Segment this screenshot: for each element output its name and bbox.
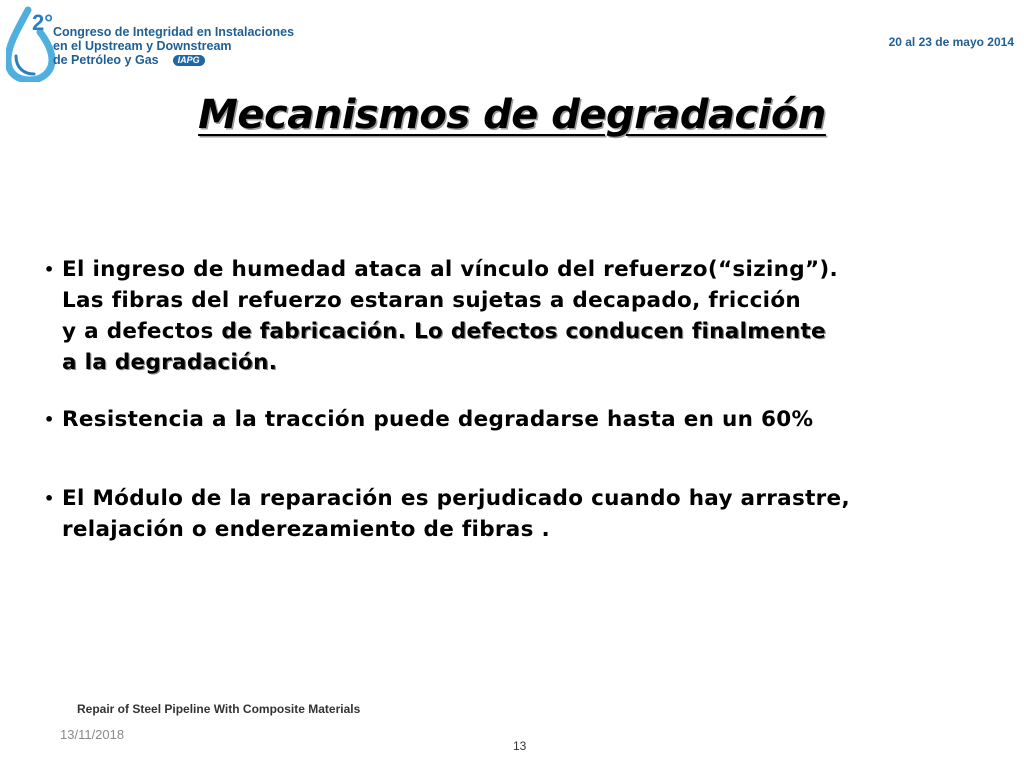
bullet-moisture [44,254,1004,378]
page-number: 13 [513,739,527,753]
bullet-tensile [44,404,1004,435]
footer-reference: Repair of Steel Pipeline With Composite Materials [77,702,361,716]
bullet-text-line: y a defectos de fabricación. Lo defectos conducen finalmente [62,319,826,344]
slide-title: Mecanismos de degradación [198,92,826,138]
footer-date: 13/11/2018 [60,727,125,742]
event-date: 20 al 23 de mayo 2014 [888,35,1014,49]
logo-number: 2° [32,10,54,35]
congress-name [53,25,294,67]
bullet-text-line: • Resistencia a la tracción puede degradarse hasta en un 60% [62,407,814,432]
congress-line-1: Congreso de Integridad en Instalaciones [53,25,295,39]
bullet-modulus [44,483,1004,545]
bullet-text-line: a la degradación. [62,350,278,375]
bullet-text-line: Las fibras del refuerzo estaran sujetas a decapado, fricción [62,288,802,313]
bullet-text-line: relajación o enderezamiento de fibras . [62,517,550,542]
bullet-text-line: • El Módulo de la reparación es perjudicado cuando hay arrastre, [62,486,850,511]
congress-line-3: de Petróleo y Gas IAPG [53,53,294,67]
iapg-badge: IAPG [173,55,205,66]
bullet-text-line: • El ingreso de humedad ataca al vínculo del refuerzo(“sizing”). [62,257,839,282]
congress-line-2: en el Upstream y Downstream [53,39,232,53]
bullet-list [44,254,1004,545]
